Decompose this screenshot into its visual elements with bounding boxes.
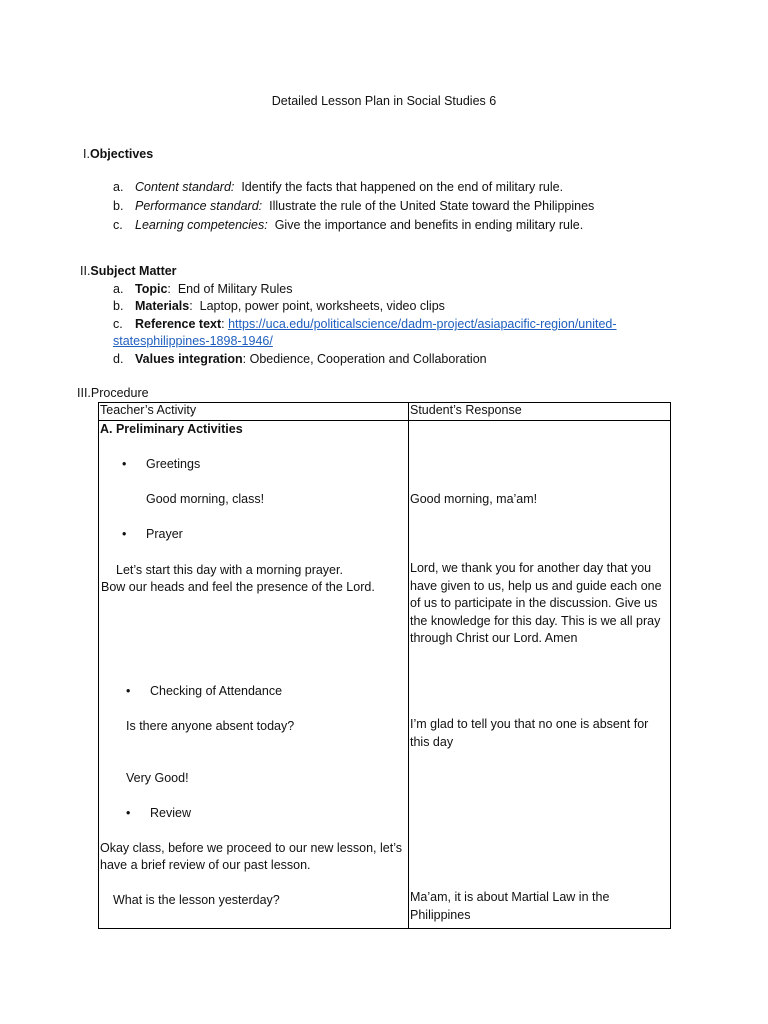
subject-marker: a. <box>113 282 124 296</box>
procedure-table <box>98 402 671 929</box>
objective-item-c <box>113 218 583 232</box>
subject-item-values: d. Values integration : Obedience, Cooperation and Collaboration <box>113 352 487 366</box>
objective-text: Give the importance and benefits in ending military rule. <box>274 218 584 232</box>
lesson-answer-line: Philippines <box>410 908 471 922</box>
prayer-teacher-line-2: Bow our heads and feel the presence of the Lord. <box>101 580 375 594</box>
attendance-bullet: • Checking of Attendance <box>150 684 282 698</box>
prayer-teacher-line-1: Let’s start this day with a morning prayer. <box>116 563 343 577</box>
document-title: Detailed Lesson Plan in Social Studies 6 <box>271 94 497 108</box>
prayer-student-line: Lord, we thank you for another day that you <box>410 561 652 575</box>
lesson-question: What is the lesson yesterday? <box>113 893 280 907</box>
review-teacher-line-1: Okay class, before we proceed to our new lesson, let’s <box>100 841 403 855</box>
objective-label: Learning competencies: <box>135 218 268 232</box>
subject-label: Materials <box>135 299 190 313</box>
objective-text: Identify the facts that happened on the end of military rule. <box>241 180 564 194</box>
objectives-number: I. <box>83 147 90 161</box>
prayer-student-line: have given to us, help us and guide each one <box>410 579 662 593</box>
prayer-student-line: the knowledge for this day. This is we all pray <box>410 614 661 628</box>
student-response-cell <box>409 421 671 929</box>
col-teacher-header: Teacher’s Activity <box>99 403 409 421</box>
objective-label: Content standard: <box>135 180 235 194</box>
table-row <box>99 421 671 929</box>
prayer-student-line: of us to participate in the discussion. Give us <box>410 596 658 610</box>
col-student-header: Student’s Response <box>409 403 671 421</box>
objective-marker: c. <box>113 218 123 232</box>
subject-label: Reference text <box>135 317 222 331</box>
objective-marker: a. <box>113 180 124 194</box>
subject-matter-title: Subject Matter <box>90 264 177 278</box>
teacher-activity-cell <box>99 421 409 929</box>
greet-teacher-text: Good morning, class! <box>146 492 265 506</box>
subject-text: Laptop, power point, worksheets, video clips <box>199 299 445 313</box>
subject-matter-number: II. <box>80 264 91 278</box>
greet-student-text: Good morning, ma’am! <box>410 492 538 506</box>
subject-label: Topic <box>135 282 168 296</box>
table-header-row <box>99 403 671 421</box>
subject-label: Values integration <box>135 352 243 366</box>
review-bullet: • Review <box>150 806 191 820</box>
subject-matter-heading <box>80 264 177 278</box>
subject-marker: b. <box>113 299 124 313</box>
greetings-bullet: • Greetings <box>146 457 200 471</box>
lesson-answer-line: Ma’am, it is about Martial Law in the <box>410 890 610 904</box>
subject-text: Obedience, Cooperation and Collaboration <box>249 352 487 366</box>
reference-link[interactable]: https://uca.edu/politicalscience/dadm-project/asiapacific-region/united- <box>228 317 617 331</box>
attendance-teacher-text: Is there anyone absent today? <box>126 719 295 733</box>
objective-text: Illustrate the rule of the United State toward the Philippines <box>269 199 595 213</box>
procedure-heading: III.Procedure <box>77 386 149 400</box>
attendance-student-line: I’m glad to tell you that no one is absent for <box>410 717 649 731</box>
prayer-bullet: • Prayer <box>146 527 183 541</box>
subject-item-topic: a. Topic : End of Military Rules <box>113 282 293 296</box>
very-good-text: Very Good! <box>126 771 189 785</box>
objectives-heading <box>83 147 153 161</box>
objective-label: Performance standard: <box>135 199 263 213</box>
reference-link-continued[interactable]: statesphilippines-1898-1946/ <box>113 334 273 348</box>
objective-marker: b. <box>113 199 124 213</box>
review-teacher-line-2: have a brief review of our past lesson. <box>100 858 311 872</box>
subject-text: End of Military Rules <box>177 282 293 296</box>
subject-marker: d. <box>113 352 124 366</box>
prayer-student-line: through Christ our Lord. Amen <box>410 631 578 645</box>
attendance-student-line: this day <box>410 735 454 749</box>
section-a-title: A. Preliminary Activities <box>100 422 243 436</box>
subject-item-reference: c. Reference text : https://uca.edu/politicalscience/dadm-project/asiapacific-region/united- <box>113 317 617 331</box>
objectives-title: Objectives <box>89 147 154 161</box>
subject-item-materials: b. Materials : Laptop, power point, worksheets, video clips <box>113 299 445 313</box>
objective-item-b <box>113 199 594 213</box>
subject-marker: c. <box>113 317 123 331</box>
objective-item-a <box>113 180 563 194</box>
